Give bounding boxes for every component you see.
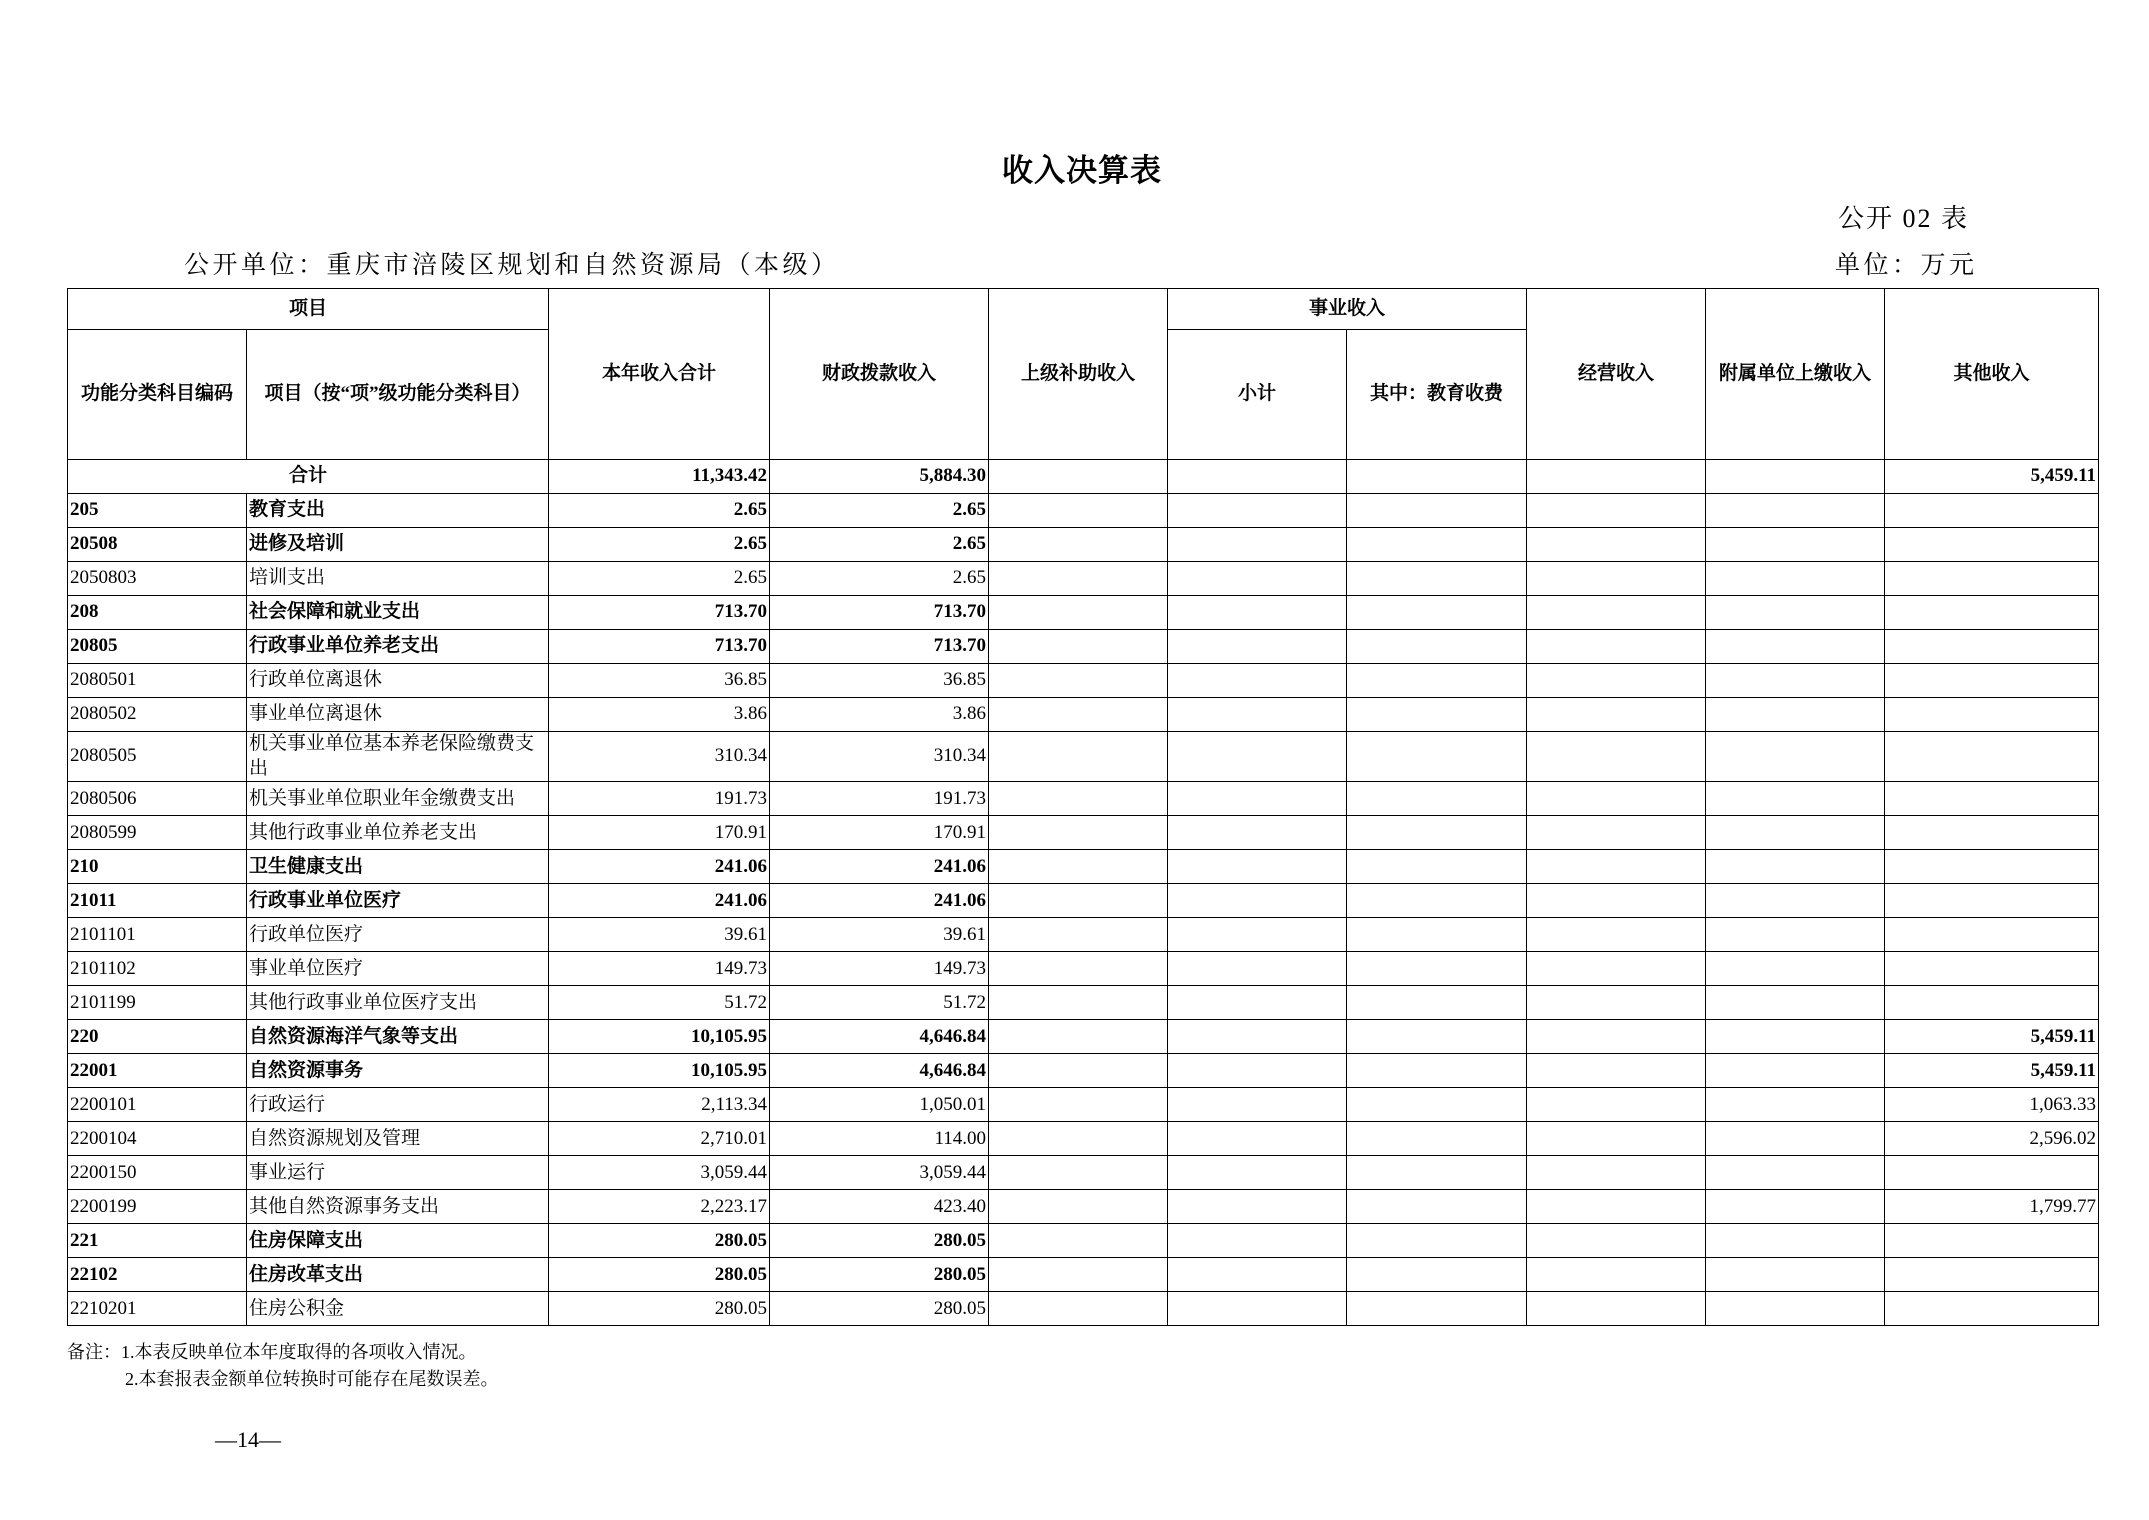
cell-other-income bbox=[1885, 528, 2099, 562]
cell-total-income: 3.86 bbox=[549, 698, 770, 732]
cell-name: 住房保障支出 bbox=[247, 1224, 549, 1258]
cell-other-income bbox=[1885, 952, 2099, 986]
cell-education-fee bbox=[1347, 1224, 1527, 1258]
cell-code: 2080501 bbox=[68, 664, 247, 698]
cell-education-fee bbox=[1347, 1156, 1527, 1190]
cell-total-income: 10,105.95 bbox=[549, 1020, 770, 1054]
cell-name: 自然资源海洋气象等支出 bbox=[247, 1020, 549, 1054]
header-other-income: 其他收入 bbox=[1885, 289, 2099, 460]
page-number: —14— bbox=[215, 1427, 281, 1452]
cell-other-income bbox=[1885, 698, 2099, 732]
cell-operating-income bbox=[1527, 596, 1706, 630]
cell-code: 2080506 bbox=[68, 782, 247, 816]
cell-education-fee bbox=[1347, 1190, 1527, 1224]
cell-fiscal-appropriation: 4,646.84 bbox=[770, 1054, 989, 1088]
cell-total-income: 280.05 bbox=[549, 1224, 770, 1258]
cell-code: 21011 bbox=[68, 884, 247, 918]
cell-total-income: 10,105.95 bbox=[549, 1054, 770, 1088]
cell-name: 行政单位医疗 bbox=[247, 918, 549, 952]
cell-affiliated-income bbox=[1706, 952, 1885, 986]
total-other-income: 5,459.11 bbox=[1885, 460, 2099, 494]
cell-other-income bbox=[1885, 732, 2099, 782]
cell-total-income: 310.34 bbox=[549, 732, 770, 782]
cell-fiscal-appropriation: 51.72 bbox=[770, 986, 989, 1020]
cell-operating-income bbox=[1527, 664, 1706, 698]
cell-code: 208 bbox=[68, 596, 247, 630]
cell-code: 20805 bbox=[68, 630, 247, 664]
cell-name: 卫生健康支出 bbox=[247, 850, 549, 884]
table-row bbox=[68, 918, 2099, 952]
cell-fiscal-appropriation: 280.05 bbox=[770, 1292, 989, 1326]
cell-total-income: 51.72 bbox=[549, 986, 770, 1020]
cell-public-service-subtotal bbox=[1168, 782, 1347, 816]
cell-code: 2210201 bbox=[68, 1292, 247, 1326]
cell-affiliated-income bbox=[1706, 630, 1885, 664]
cell-name: 自然资源事务 bbox=[247, 1054, 549, 1088]
cell-name: 住房改革支出 bbox=[247, 1258, 549, 1292]
table-row bbox=[68, 952, 2099, 986]
total-fiscal-appropriation: 5,884.30 bbox=[770, 460, 989, 494]
cell-operating-income bbox=[1527, 1190, 1706, 1224]
cell-affiliated-income bbox=[1706, 1292, 1885, 1326]
cell-superior-subsidy bbox=[989, 1122, 1168, 1156]
total-operating-income bbox=[1527, 460, 1706, 494]
cell-affiliated-income bbox=[1706, 596, 1885, 630]
table-row bbox=[68, 698, 2099, 732]
cell-total-income: 170.91 bbox=[549, 816, 770, 850]
cell-fiscal-appropriation: 149.73 bbox=[770, 952, 989, 986]
cell-public-service-subtotal bbox=[1168, 494, 1347, 528]
cell-superior-subsidy bbox=[989, 1156, 1168, 1190]
cell-other-income bbox=[1885, 1292, 2099, 1326]
cell-name: 事业单位医疗 bbox=[247, 952, 549, 986]
cell-fiscal-appropriation: 170.91 bbox=[770, 816, 989, 850]
cell-education-fee bbox=[1347, 630, 1527, 664]
total-affiliated-income bbox=[1706, 460, 1885, 494]
cell-total-income: 2,710.01 bbox=[549, 1122, 770, 1156]
cell-affiliated-income bbox=[1706, 1088, 1885, 1122]
cell-operating-income bbox=[1527, 1156, 1706, 1190]
reporting-unit: 公开单位：重庆市涪陵区规划和自然资源局（本级） bbox=[184, 252, 840, 279]
cell-public-service-subtotal bbox=[1168, 1156, 1347, 1190]
header-public-service-income: 事业收入 bbox=[1168, 289, 1527, 330]
cell-operating-income bbox=[1527, 698, 1706, 732]
cell-fiscal-appropriation: 2.65 bbox=[770, 562, 989, 596]
cell-total-income: 2,113.34 bbox=[549, 1088, 770, 1122]
cell-education-fee bbox=[1347, 698, 1527, 732]
cell-public-service-subtotal bbox=[1168, 1258, 1347, 1292]
cell-public-service-subtotal bbox=[1168, 630, 1347, 664]
cell-fiscal-appropriation: 191.73 bbox=[770, 782, 989, 816]
cell-operating-income bbox=[1527, 732, 1706, 782]
table-row bbox=[68, 1292, 2099, 1326]
cell-fiscal-appropriation: 3,059.44 bbox=[770, 1156, 989, 1190]
header-total-income: 本年收入合计 bbox=[549, 289, 770, 460]
cell-code: 2080502 bbox=[68, 698, 247, 732]
cell-code: 2200104 bbox=[68, 1122, 247, 1156]
cell-public-service-subtotal bbox=[1168, 1088, 1347, 1122]
table-row bbox=[68, 782, 2099, 816]
cell-name: 机关事业单位基本养老保险缴费支出 bbox=[247, 732, 549, 782]
cell-education-fee bbox=[1347, 528, 1527, 562]
cell-name: 行政单位离退休 bbox=[247, 664, 549, 698]
table-number: 公开 02 表 bbox=[1838, 204, 1970, 233]
cell-other-income: 5,459.11 bbox=[1885, 1054, 2099, 1088]
table-row bbox=[68, 1156, 2099, 1190]
cell-total-income: 191.73 bbox=[549, 782, 770, 816]
cell-total-income: 2.65 bbox=[549, 528, 770, 562]
cell-name: 社会保障和就业支出 bbox=[247, 596, 549, 630]
cell-superior-subsidy bbox=[989, 1292, 1168, 1326]
cell-public-service-subtotal bbox=[1168, 1054, 1347, 1088]
cell-superior-subsidy bbox=[989, 816, 1168, 850]
cell-operating-income bbox=[1527, 1088, 1706, 1122]
cell-code: 2101199 bbox=[68, 986, 247, 1020]
cell-public-service-subtotal bbox=[1168, 698, 1347, 732]
cell-name: 事业运行 bbox=[247, 1156, 549, 1190]
cell-education-fee bbox=[1347, 732, 1527, 782]
total-row bbox=[68, 460, 2099, 494]
cell-public-service-subtotal bbox=[1168, 664, 1347, 698]
cell-total-income: 36.85 bbox=[549, 664, 770, 698]
cell-affiliated-income bbox=[1706, 664, 1885, 698]
cell-affiliated-income bbox=[1706, 918, 1885, 952]
total-superior-subsidy bbox=[989, 460, 1168, 494]
cell-operating-income bbox=[1527, 1054, 1706, 1088]
cell-public-service-subtotal bbox=[1168, 1224, 1347, 1258]
header-item: 项目 bbox=[68, 289, 549, 330]
cell-superior-subsidy bbox=[989, 850, 1168, 884]
cell-total-income: 2.65 bbox=[549, 494, 770, 528]
cell-name: 行政事业单位医疗 bbox=[247, 884, 549, 918]
cell-fiscal-appropriation: 2.65 bbox=[770, 528, 989, 562]
cell-code: 22102 bbox=[68, 1258, 247, 1292]
cell-education-fee bbox=[1347, 850, 1527, 884]
cell-code: 22001 bbox=[68, 1054, 247, 1088]
cell-operating-income bbox=[1527, 850, 1706, 884]
cell-total-income: 713.70 bbox=[549, 630, 770, 664]
cell-code: 2050803 bbox=[68, 562, 247, 596]
table-row bbox=[68, 494, 2099, 528]
cell-total-income: 241.06 bbox=[549, 884, 770, 918]
cell-code: 20508 bbox=[68, 528, 247, 562]
cell-operating-income bbox=[1527, 918, 1706, 952]
cell-other-income bbox=[1885, 494, 2099, 528]
cell-public-service-subtotal bbox=[1168, 1122, 1347, 1156]
cell-operating-income bbox=[1527, 1020, 1706, 1054]
header-subtotal: 小计 bbox=[1168, 330, 1347, 460]
table-row bbox=[68, 664, 2099, 698]
cell-code: 220 bbox=[68, 1020, 247, 1054]
cell-education-fee bbox=[1347, 1258, 1527, 1292]
cell-fiscal-appropriation: 241.06 bbox=[770, 850, 989, 884]
header-code: 功能分类科目编码 bbox=[68, 330, 247, 460]
cell-fiscal-appropriation: 39.61 bbox=[770, 918, 989, 952]
cell-affiliated-income bbox=[1706, 1224, 1885, 1258]
cell-public-service-subtotal bbox=[1168, 952, 1347, 986]
cell-public-service-subtotal bbox=[1168, 732, 1347, 782]
cell-total-income: 2.65 bbox=[549, 562, 770, 596]
cell-operating-income bbox=[1527, 816, 1706, 850]
table-row bbox=[68, 1224, 2099, 1258]
header-fiscal-appropriation: 财政拨款收入 bbox=[770, 289, 989, 460]
cell-superior-subsidy bbox=[989, 1054, 1168, 1088]
cell-education-fee bbox=[1347, 494, 1527, 528]
cell-affiliated-income bbox=[1706, 816, 1885, 850]
cell-fiscal-appropriation: 1,050.01 bbox=[770, 1088, 989, 1122]
table-header bbox=[68, 289, 2099, 460]
cell-public-service-subtotal bbox=[1168, 528, 1347, 562]
cell-fiscal-appropriation: 280.05 bbox=[770, 1258, 989, 1292]
table-row bbox=[68, 596, 2099, 630]
cell-education-fee bbox=[1347, 952, 1527, 986]
cell-name: 教育支出 bbox=[247, 494, 549, 528]
cell-superior-subsidy bbox=[989, 698, 1168, 732]
cell-affiliated-income bbox=[1706, 1122, 1885, 1156]
table-row bbox=[68, 528, 2099, 562]
cell-operating-income bbox=[1527, 630, 1706, 664]
cell-education-fee bbox=[1347, 664, 1527, 698]
cell-education-fee bbox=[1347, 1122, 1527, 1156]
cell-superior-subsidy bbox=[989, 884, 1168, 918]
cell-other-income bbox=[1885, 850, 2099, 884]
cell-other-income bbox=[1885, 596, 2099, 630]
cell-name: 住房公积金 bbox=[247, 1292, 549, 1326]
cell-other-income bbox=[1885, 630, 2099, 664]
cell-code: 2200150 bbox=[68, 1156, 247, 1190]
cell-operating-income bbox=[1527, 986, 1706, 1020]
cell-superior-subsidy bbox=[989, 630, 1168, 664]
cell-name: 自然资源规划及管理 bbox=[247, 1122, 549, 1156]
cell-public-service-subtotal bbox=[1168, 1190, 1347, 1224]
cell-operating-income bbox=[1527, 1292, 1706, 1326]
cell-education-fee bbox=[1347, 1054, 1527, 1088]
cell-affiliated-income bbox=[1706, 528, 1885, 562]
cell-code: 2101101 bbox=[68, 918, 247, 952]
cell-fiscal-appropriation: 713.70 bbox=[770, 596, 989, 630]
cell-operating-income bbox=[1527, 562, 1706, 596]
cell-affiliated-income bbox=[1706, 782, 1885, 816]
cell-other-income bbox=[1885, 1156, 2099, 1190]
cell-superior-subsidy bbox=[989, 494, 1168, 528]
cell-fiscal-appropriation: 713.70 bbox=[770, 630, 989, 664]
table-row bbox=[68, 1258, 2099, 1292]
cell-other-income bbox=[1885, 782, 2099, 816]
cell-total-income: 241.06 bbox=[549, 850, 770, 884]
income-statement-table bbox=[67, 288, 2099, 1326]
cell-fiscal-appropriation: 423.40 bbox=[770, 1190, 989, 1224]
cell-other-income bbox=[1885, 1258, 2099, 1292]
cell-superior-subsidy bbox=[989, 1224, 1168, 1258]
cell-superior-subsidy bbox=[989, 918, 1168, 952]
cell-affiliated-income bbox=[1706, 986, 1885, 1020]
cell-operating-income bbox=[1527, 1258, 1706, 1292]
note-line-1: 备注：1.本表反映单位本年度取得的各项收入情况。 bbox=[67, 1342, 477, 1362]
currency-unit: 单位：万元 bbox=[1835, 252, 1978, 279]
cell-education-fee bbox=[1347, 562, 1527, 596]
cell-public-service-subtotal bbox=[1168, 986, 1347, 1020]
total-total-income: 11,343.42 bbox=[549, 460, 770, 494]
cell-superior-subsidy bbox=[989, 1258, 1168, 1292]
cell-name: 其他行政事业单位医疗支出 bbox=[247, 986, 549, 1020]
cell-superior-subsidy bbox=[989, 1088, 1168, 1122]
cell-name: 事业单位离退休 bbox=[247, 698, 549, 732]
cell-other-income bbox=[1885, 562, 2099, 596]
cell-public-service-subtotal bbox=[1168, 816, 1347, 850]
header-row-1 bbox=[68, 289, 2099, 330]
cell-fiscal-appropriation: 4,646.84 bbox=[770, 1020, 989, 1054]
total-education-fee bbox=[1347, 460, 1527, 494]
header-superior-subsidy: 上级补助收入 bbox=[989, 289, 1168, 460]
cell-education-fee bbox=[1347, 816, 1527, 850]
cell-operating-income bbox=[1527, 528, 1706, 562]
cell-fiscal-appropriation: 241.06 bbox=[770, 884, 989, 918]
cell-total-income: 280.05 bbox=[549, 1258, 770, 1292]
header-operating-income: 经营收入 bbox=[1527, 289, 1706, 460]
cell-fiscal-appropriation: 280.05 bbox=[770, 1224, 989, 1258]
cell-name: 行政事业单位养老支出 bbox=[247, 630, 549, 664]
table-row bbox=[68, 562, 2099, 596]
cell-fiscal-appropriation: 310.34 bbox=[770, 732, 989, 782]
cell-affiliated-income bbox=[1706, 1156, 1885, 1190]
cell-other-income: 2,596.02 bbox=[1885, 1122, 2099, 1156]
header-name: 项目（按“项”级功能分类科目） bbox=[247, 330, 549, 460]
cell-code: 2200101 bbox=[68, 1088, 247, 1122]
cell-other-income bbox=[1885, 664, 2099, 698]
cell-affiliated-income bbox=[1706, 1054, 1885, 1088]
cell-fiscal-appropriation: 36.85 bbox=[770, 664, 989, 698]
cell-other-income bbox=[1885, 884, 2099, 918]
cell-superior-subsidy bbox=[989, 782, 1168, 816]
cell-superior-subsidy bbox=[989, 528, 1168, 562]
cell-affiliated-income bbox=[1706, 850, 1885, 884]
cell-other-income bbox=[1885, 816, 2099, 850]
cell-superior-subsidy bbox=[989, 732, 1168, 782]
header-affiliated-income: 附属单位上缴收入 bbox=[1706, 289, 1885, 460]
cell-affiliated-income bbox=[1706, 562, 1885, 596]
table-row bbox=[68, 732, 2099, 782]
cell-name: 进修及培训 bbox=[247, 528, 549, 562]
cell-education-fee bbox=[1347, 1088, 1527, 1122]
cell-total-income: 39.61 bbox=[549, 918, 770, 952]
note-line-2: 2.本套报表金额单位转换时可能存在尾数误差。 bbox=[125, 1369, 499, 1389]
cell-operating-income bbox=[1527, 782, 1706, 816]
cell-name: 培训支出 bbox=[247, 562, 549, 596]
table-row bbox=[68, 986, 2099, 1020]
cell-superior-subsidy bbox=[989, 952, 1168, 986]
cell-education-fee bbox=[1347, 918, 1527, 952]
cell-operating-income bbox=[1527, 884, 1706, 918]
cell-public-service-subtotal bbox=[1168, 884, 1347, 918]
cell-operating-income bbox=[1527, 952, 1706, 986]
cell-other-income bbox=[1885, 1224, 2099, 1258]
cell-fiscal-appropriation: 114.00 bbox=[770, 1122, 989, 1156]
cell-fiscal-appropriation: 3.86 bbox=[770, 698, 989, 732]
table-row bbox=[68, 884, 2099, 918]
cell-operating-income bbox=[1527, 1224, 1706, 1258]
cell-total-income: 280.05 bbox=[549, 1292, 770, 1326]
total-label: 合计 bbox=[68, 460, 549, 494]
cell-name: 其他自然资源事务支出 bbox=[247, 1190, 549, 1224]
table-body bbox=[68, 460, 2099, 1326]
cell-code: 210 bbox=[68, 850, 247, 884]
cell-education-fee bbox=[1347, 596, 1527, 630]
cell-other-income: 5,459.11 bbox=[1885, 1020, 2099, 1054]
cell-public-service-subtotal bbox=[1168, 1292, 1347, 1326]
cell-code: 2080505 bbox=[68, 732, 247, 782]
table-row bbox=[68, 816, 2099, 850]
table-row bbox=[68, 1088, 2099, 1122]
cell-education-fee bbox=[1347, 986, 1527, 1020]
cell-affiliated-income bbox=[1706, 698, 1885, 732]
table-row bbox=[68, 1122, 2099, 1156]
cell-public-service-subtotal bbox=[1168, 596, 1347, 630]
cell-superior-subsidy bbox=[989, 1020, 1168, 1054]
cell-education-fee bbox=[1347, 1292, 1527, 1326]
cell-total-income: 149.73 bbox=[549, 952, 770, 986]
cell-public-service-subtotal bbox=[1168, 562, 1347, 596]
cell-education-fee bbox=[1347, 782, 1527, 816]
cell-other-income bbox=[1885, 986, 2099, 1020]
cell-code: 2200199 bbox=[68, 1190, 247, 1224]
cell-education-fee bbox=[1347, 884, 1527, 918]
document-title: 收入决算表 bbox=[1002, 153, 1162, 188]
cell-fiscal-appropriation: 2.65 bbox=[770, 494, 989, 528]
cell-affiliated-income bbox=[1706, 494, 1885, 528]
cell-education-fee bbox=[1347, 1020, 1527, 1054]
cell-affiliated-income bbox=[1706, 732, 1885, 782]
cell-affiliated-income bbox=[1706, 1258, 1885, 1292]
cell-code: 221 bbox=[68, 1224, 247, 1258]
cell-superior-subsidy bbox=[989, 562, 1168, 596]
cell-superior-subsidy bbox=[989, 1190, 1168, 1224]
header-education-fee: 其中：教育收费 bbox=[1347, 330, 1527, 460]
cell-code: 205 bbox=[68, 494, 247, 528]
cell-other-income: 1,063.33 bbox=[1885, 1088, 2099, 1122]
cell-superior-subsidy bbox=[989, 596, 1168, 630]
cell-public-service-subtotal bbox=[1168, 850, 1347, 884]
cell-superior-subsidy bbox=[989, 986, 1168, 1020]
cell-public-service-subtotal bbox=[1168, 918, 1347, 952]
cell-affiliated-income bbox=[1706, 1020, 1885, 1054]
cell-total-income: 2,223.17 bbox=[549, 1190, 770, 1224]
cell-name: 其他行政事业单位养老支出 bbox=[247, 816, 549, 850]
cell-operating-income bbox=[1527, 494, 1706, 528]
cell-other-income: 1,799.77 bbox=[1885, 1190, 2099, 1224]
cell-total-income: 713.70 bbox=[549, 596, 770, 630]
cell-operating-income bbox=[1527, 1122, 1706, 1156]
cell-name: 机关事业单位职业年金缴费支出 bbox=[247, 782, 549, 816]
cell-total-income: 3,059.44 bbox=[549, 1156, 770, 1190]
table-row bbox=[68, 1190, 2099, 1224]
total-public-service-subtotal bbox=[1168, 460, 1347, 494]
cell-superior-subsidy bbox=[989, 664, 1168, 698]
cell-name: 行政运行 bbox=[247, 1088, 549, 1122]
table-row bbox=[68, 1020, 2099, 1054]
cell-other-income bbox=[1885, 918, 2099, 952]
cell-code: 2080599 bbox=[68, 816, 247, 850]
cell-public-service-subtotal bbox=[1168, 1020, 1347, 1054]
table-row bbox=[68, 630, 2099, 664]
cell-code: 2101102 bbox=[68, 952, 247, 986]
table-row bbox=[68, 850, 2099, 884]
cell-affiliated-income bbox=[1706, 884, 1885, 918]
cell-affiliated-income bbox=[1706, 1190, 1885, 1224]
table-row bbox=[68, 1054, 2099, 1088]
